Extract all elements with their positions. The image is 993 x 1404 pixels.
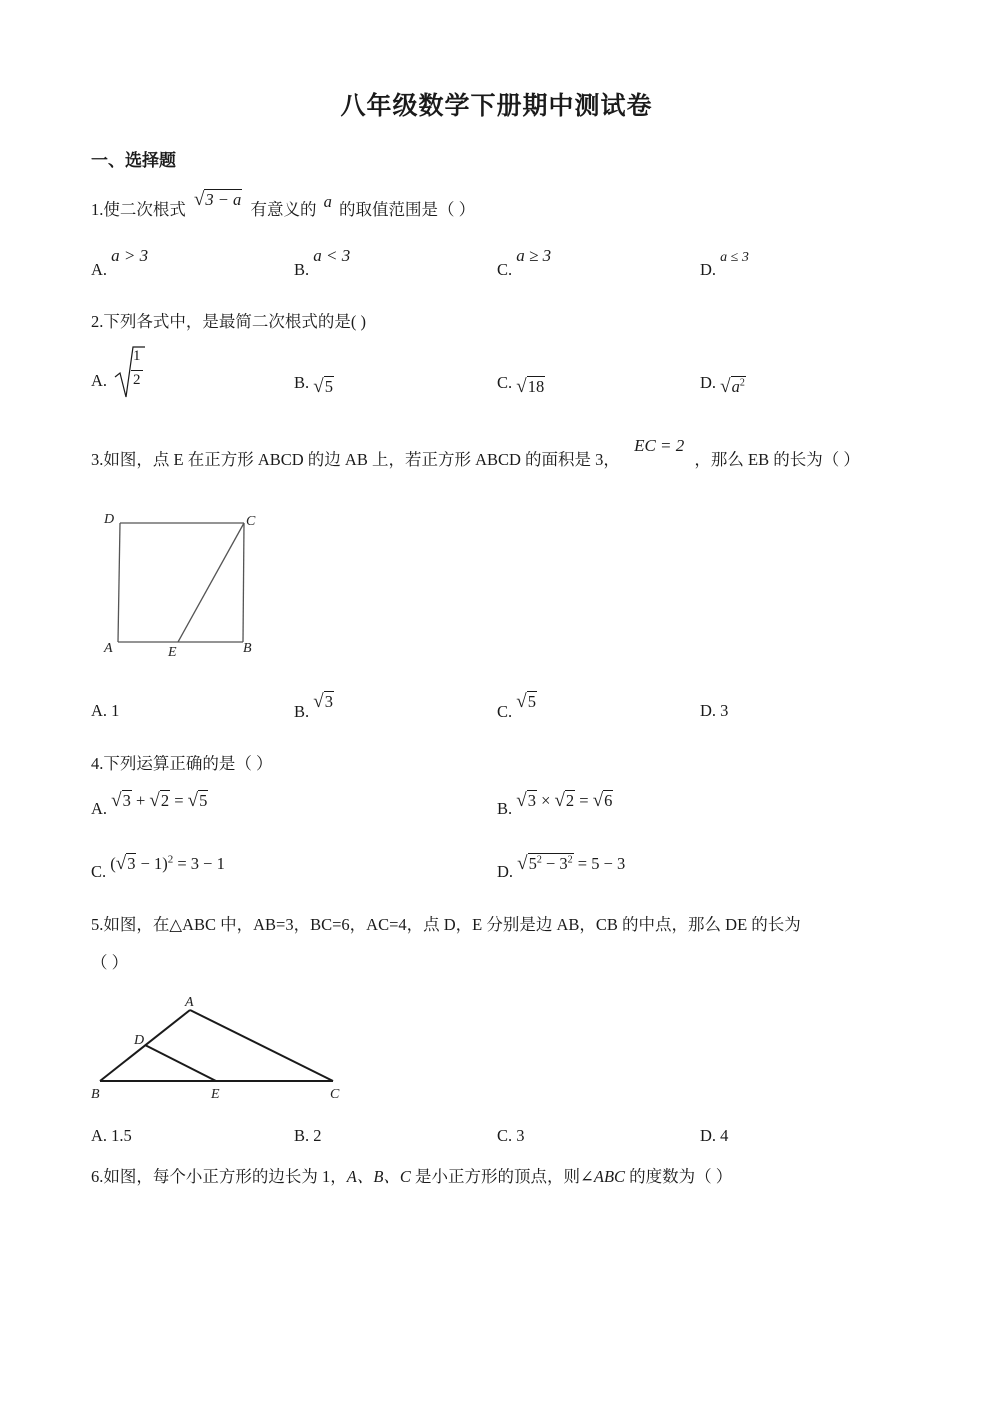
q5-option-b[interactable]	[294, 1126, 322, 1146]
operator: −	[545, 854, 556, 873]
q4-option-d[interactable]	[497, 853, 626, 881]
segment-de	[145, 1045, 216, 1081]
segment-ec	[178, 523, 244, 642]
q3-option-b-radical: √3	[313, 691, 333, 712]
option-value: 1	[111, 701, 120, 720]
q4-option-b[interactable]	[497, 790, 613, 818]
question-4: 4.下列运算正确的是（ ）	[91, 754, 273, 773]
radicand: 6	[604, 791, 613, 810]
q4-option-a[interactable]	[91, 790, 208, 818]
right-hand-side: = 5 − 3	[577, 854, 626, 873]
edge-cb	[243, 523, 244, 642]
option-label: B.	[294, 1126, 310, 1145]
q1-option-d-expr: a ≤ 3	[720, 250, 749, 265]
q1-option-a[interactable]	[91, 246, 149, 279]
option-label: D.	[497, 862, 514, 881]
q6-vars: A、B、C	[346, 1167, 411, 1186]
q1-radicand: 3 − a	[205, 190, 242, 209]
radicand: 3	[127, 854, 136, 873]
q1-text-pre: 1.使二次根式	[91, 200, 186, 219]
q5-option-a[interactable]	[91, 1126, 132, 1146]
q1-text-mid: 有意义的	[250, 200, 317, 219]
question-5-line-2: （ ）	[91, 953, 129, 972]
q1-radical: √3 − a	[194, 189, 242, 210]
q3-option-a[interactable]	[91, 701, 119, 721]
label-a: A	[104, 641, 113, 656]
option-label: A.	[91, 701, 108, 720]
radicand: 5	[199, 791, 208, 810]
option-label: B.	[294, 373, 310, 392]
radicand: 2	[565, 791, 575, 810]
q3-option-c[interactable]	[497, 691, 537, 723]
q6-text-post: 的度数为（ ）	[625, 1167, 733, 1186]
expression-tail: − 1)	[140, 854, 168, 873]
q2-option-b-radical: √5	[313, 376, 333, 397]
option-label: A.	[91, 799, 108, 818]
option-label: C.	[497, 1126, 513, 1145]
radical: √2	[149, 790, 170, 811]
q1-option-c[interactable]	[497, 246, 552, 279]
q3-option-b[interactable]	[294, 691, 334, 723]
q5-option-d[interactable]	[700, 1126, 728, 1146]
radicand-exponent: 2	[739, 377, 745, 389]
operator: ×	[541, 791, 551, 810]
q1-option-b[interactable]	[294, 246, 351, 279]
option-label: C.	[497, 702, 513, 721]
section-heading: 一、选择题	[91, 151, 176, 170]
question-3	[91, 436, 860, 470]
q1-option-d[interactable]	[700, 246, 749, 279]
label-c: C	[246, 514, 256, 529]
radical: √3	[111, 790, 131, 811]
equals: =	[579, 791, 589, 810]
radicand: 18	[527, 377, 545, 396]
label-e: E	[211, 1087, 220, 1102]
q6-text-mid: 是小正方形的顶点，则	[410, 1167, 581, 1186]
label-d: D	[104, 512, 115, 527]
option-label: C.	[91, 862, 107, 881]
option-label: C.	[497, 373, 513, 392]
q2-option-a-den: 2	[133, 372, 141, 388]
option-label: B.	[294, 260, 310, 279]
q1-var: a	[323, 192, 332, 211]
option-label: D.	[700, 1126, 717, 1145]
equals: =	[174, 791, 184, 810]
q1-option-c-expr: a ≥ 3	[516, 246, 552, 265]
radical: √3	[115, 853, 136, 874]
exponent: 2	[536, 854, 542, 866]
q6-angle: ∠ABC	[580, 1167, 626, 1186]
q5-figure-triangle	[88, 990, 348, 1102]
question-5-line-1: 5.如图，在△ABC 中，AB=3，BC=6，AC=4，点 D，E 分别是边 AB，CB 的中点，那么 DE 的长为	[91, 915, 801, 934]
option-label: A.	[91, 371, 108, 390]
q3-figure-square	[98, 505, 268, 665]
operator: +	[135, 791, 146, 810]
label-a: A	[185, 995, 194, 1010]
q1-option-a-expr: a > 3	[111, 246, 149, 265]
edge-ac	[190, 1010, 333, 1081]
radicand: 2	[160, 791, 170, 810]
radical: √2	[554, 790, 575, 811]
q2-option-a-num: 1	[133, 348, 141, 364]
base: 5	[528, 854, 537, 873]
option-value: 2	[313, 1126, 322, 1145]
option-value: 3	[720, 701, 729, 720]
q2-option-d-radical: $√a^2$	[720, 376, 745, 397]
base: 3	[559, 854, 568, 873]
option-label: C.	[497, 260, 513, 279]
q5-option-c[interactable]	[497, 1126, 525, 1146]
q2-option-c-radical: √18	[516, 376, 545, 397]
right-hand-side: = 3 − 1	[177, 854, 225, 873]
fraction-bar	[131, 370, 143, 371]
option-value: 3	[516, 1126, 525, 1145]
radicand: 3	[527, 791, 536, 810]
radical: √5	[187, 790, 208, 811]
option-label: A.	[91, 260, 108, 279]
page-title: 八年级数学下册期中测试卷	[340, 93, 653, 120]
q1-text-post: 的取值范围是（ ）	[338, 200, 476, 219]
option-label: D.	[700, 260, 717, 279]
exponent: 2	[167, 853, 174, 866]
q2-option-b[interactable]	[294, 372, 334, 397]
option-label: B.	[294, 702, 310, 721]
option-label: B.	[497, 799, 513, 818]
option-value: 1.5	[111, 1126, 132, 1145]
question-2: 2.下列各式中，是最简二次根式的是( )	[91, 312, 366, 331]
radical: $√5^2 - 3^2$	[517, 853, 573, 874]
question-6	[91, 1163, 732, 1187]
q4-option-c[interactable]	[91, 853, 225, 881]
label-c: C	[330, 1087, 340, 1102]
q3-text-post: ，那么 EB 的长为（ ）	[694, 450, 860, 469]
exponent: 2	[567, 854, 573, 866]
q6-text-pre: 6.如图，每个小正方形的边长为 1，	[91, 1167, 347, 1186]
option-label: A.	[91, 1126, 108, 1145]
radical: √3	[516, 790, 536, 811]
radicand: 5	[324, 377, 333, 396]
label-d: D	[134, 1033, 145, 1048]
radicand: 3	[122, 791, 131, 810]
q2-option-a-radical	[113, 345, 147, 401]
option-value: 4	[720, 1126, 729, 1145]
label-b: B	[91, 1087, 100, 1102]
q3-option-c-radical: √5	[516, 691, 536, 712]
radicand-base: a	[731, 377, 740, 396]
question-1	[91, 189, 476, 221]
option-label: D.	[700, 373, 717, 392]
q2-option-d[interactable]	[700, 372, 746, 397]
q3-option-d[interactable]	[700, 701, 728, 721]
q2-option-c[interactable]	[497, 372, 545, 397]
q3-condition: EC = 2	[634, 436, 685, 455]
label-e: E	[168, 645, 177, 660]
label-b: B	[243, 641, 252, 656]
radicand: 5	[527, 692, 536, 711]
radicand: 3	[324, 692, 333, 711]
radical: √6	[592, 790, 613, 811]
edge-da	[118, 523, 120, 642]
q1-option-b-expr: a < 3	[313, 246, 351, 265]
paren-open: (	[110, 854, 116, 873]
option-label: D.	[700, 701, 717, 720]
q3-text-pre: 3.如图，点 E 在正方形 ABCD 的边 AB 上，若正方形 ABCD 的面积是 3，	[91, 450, 620, 469]
